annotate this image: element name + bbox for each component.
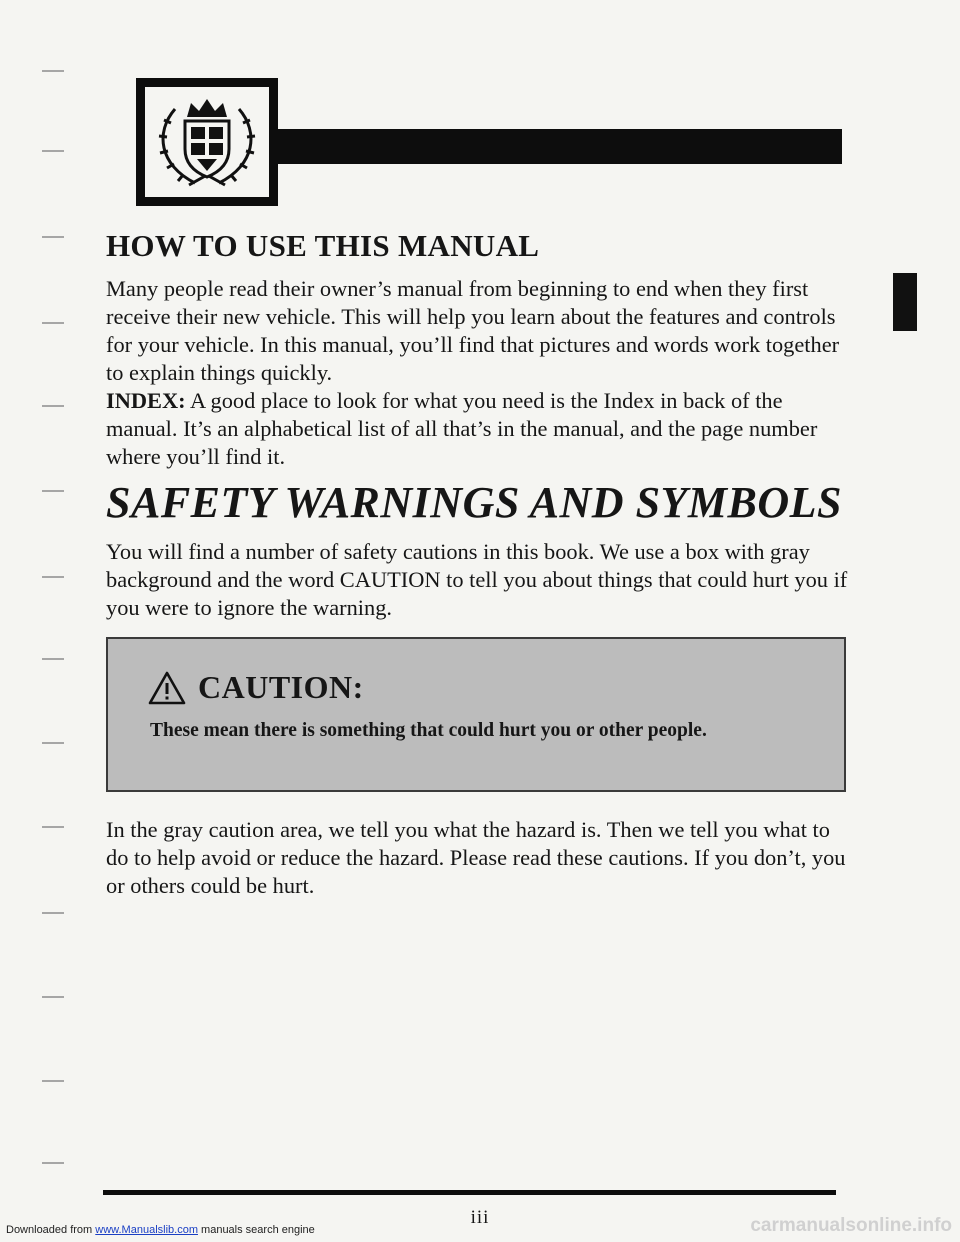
- margin-mark: [42, 490, 64, 492]
- download-note: [6, 1224, 315, 1236]
- index-paragraph: [106, 387, 851, 471]
- after-caution-paragraph: In the gray caution area, we tell you what the hazard is. Then we tell you what to do to help avoid or reduce the hazard. Please read these cautions. If you don’t, you or others could be hurt.: [106, 817, 846, 898]
- safety-paragraph: You will find a number of safety cautions in this book. We use a box with gray background and the word CAUTION to tell you about things that could hurt you if you were to ignore the warning.: [106, 539, 848, 620]
- margin-mark: [42, 322, 64, 324]
- index-lead: INDEX:: [106, 388, 186, 413]
- margin-mark: [42, 150, 64, 152]
- download-prefix: Downloaded from: [6, 1224, 96, 1236]
- caution-box: [106, 637, 846, 792]
- index-text: A good place to look for what you need is the Index in back of the manual. It’s an alphabetical list of all that’s in the manual, and the page number where you’ll find it.: [106, 388, 818, 469]
- caution-title: CAUTION:: [198, 669, 364, 705]
- page-title: HOW TO USE THIS MANUAL: [106, 228, 540, 263]
- safety-heading: SAFETY WARNINGS AND SYMBOLS: [106, 478, 843, 527]
- margin-mark: [42, 826, 64, 828]
- page-number: iii: [470, 1207, 490, 1228]
- margin-mark: [42, 1080, 64, 1082]
- caution-header: [148, 669, 364, 706]
- margin-mark: [42, 1162, 64, 1164]
- margin-mark: [42, 996, 64, 998]
- crest-emblem-icon: [145, 87, 269, 197]
- margin-mark: [42, 70, 64, 72]
- watermark: carmanualsonline.info: [750, 1215, 952, 1236]
- footer-rule: [103, 1190, 836, 1195]
- margin-mark: [42, 912, 64, 914]
- manualslib-link[interactable]: www.Manualslib.com: [95, 1224, 198, 1236]
- margin-mark: [42, 658, 64, 660]
- margin-mark: [42, 576, 64, 578]
- margin-mark: [42, 742, 64, 744]
- section-tab-marker: [893, 273, 917, 331]
- margin-mark: [42, 405, 64, 407]
- cadillac-crest-logo: [136, 78, 278, 206]
- download-suffix: manuals search engine: [197, 1224, 315, 1236]
- warning-triangle-icon: [148, 671, 186, 705]
- caution-text: These mean there is something that could hurt you or other people.: [150, 720, 707, 741]
- margin-mark: [42, 236, 64, 238]
- intro-paragraph: Many people read their owner’s manual from beginning to end when they first receive their new vehicle. This will help you learn about the features and controls for your vehicle. In this manual, you’ll find that pictures and words work together to explain things quickly.: [106, 276, 840, 385]
